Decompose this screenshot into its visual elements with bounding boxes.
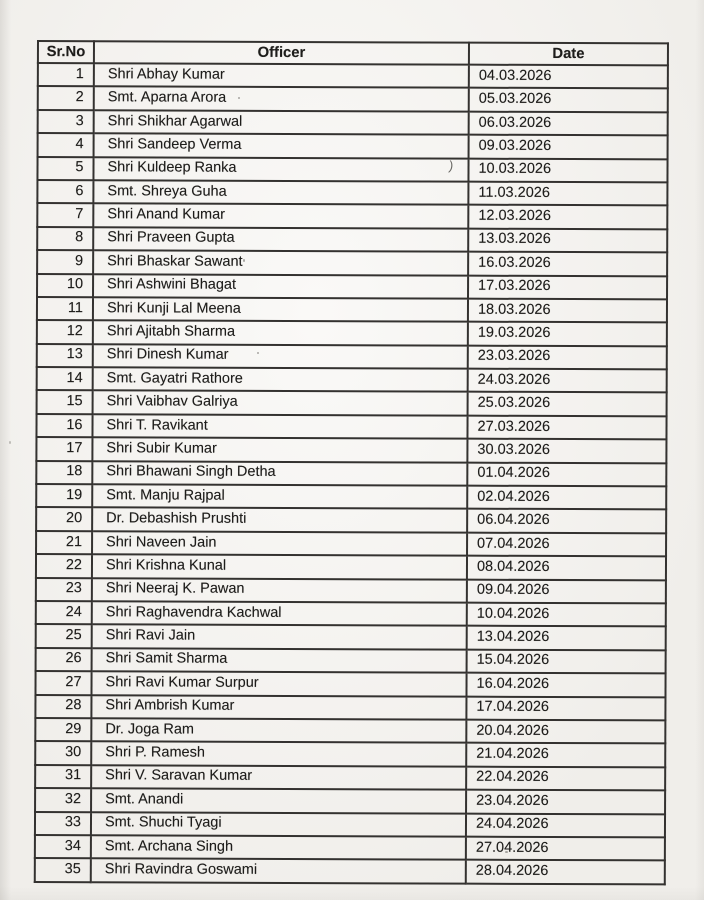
table-row [35,671,665,697]
officer-cell: Shri Vaibhav Galriya [93,391,468,416]
sr-no-cell: 10 [37,274,93,298]
officer-cell: Smt. Shuchi Tyagi [91,812,466,837]
date-cell: 20.04.2026 [466,720,665,744]
sr-no-cell: 9 [37,250,93,274]
officer-cell: Shri Ravindra Goswami [91,858,466,883]
officer-cell: Shri Ravi Kumar Surpur [91,671,466,696]
table-row [38,86,668,112]
date-cell: 01.04.2026 [467,462,666,486]
table-row [36,507,666,533]
sr-no-cell: 7 [37,203,93,227]
officer-cell: Shri Dinesh Kumar [93,344,468,369]
sr-no-cell: 30 [35,741,91,765]
date-cell: 25.03.2026 [468,392,667,416]
date-cell: 09.04.2026 [467,579,666,603]
sr-no-cell: 1 [38,63,94,87]
sr-no-cell: 8 [37,227,93,251]
date-cell: 30.03.2026 [467,439,666,463]
date-cell: 12.03.2026 [468,205,667,229]
date-cell: 23.03.2026 [468,345,667,369]
date-cell: 13.04.2026 [467,626,666,650]
date-cell: 06.03.2026 [469,111,668,135]
officer-cell: Shri Ajitabh Sharma [93,321,468,346]
sr-no-cell: 27 [35,671,91,695]
date-cell: 02.04.2026 [467,486,666,510]
table-wrap [34,40,669,885]
officer-cell: Smt. Shreya Guha [93,180,468,205]
officer-cell: Shri Kuldeep Ranka [93,157,468,182]
sr-no-cell: 29 [35,718,91,742]
table-row [37,180,667,206]
sr-no-cell: 35 [35,858,91,882]
sr-no-cell: 17 [36,437,92,461]
officer-cell: Shri Shikhar Agarwal [94,110,469,135]
table-row [35,788,665,814]
date-cell: 08.04.2026 [467,556,666,580]
column-header-srno: Sr.No [38,41,94,63]
date-cell: 23.04.2026 [466,790,665,814]
sr-no-cell: 23 [36,578,92,602]
table-row [37,227,667,253]
table-row [36,601,666,627]
officer-cell: Dr. Debashish Prushti [92,508,467,533]
table-row [35,765,665,791]
table-row [36,414,666,440]
scan-artifact-paren: ) [447,157,455,174]
table-row [37,203,667,229]
date-cell: 24.04.2026 [466,813,665,837]
date-cell: 28.04.2026 [466,860,665,884]
table-row [35,741,665,767]
sr-no-cell: 24 [36,601,92,625]
officer-cell: Shri Bhaskar Sawant [93,250,468,275]
table-row [37,297,667,323]
table-row [36,484,666,510]
table-row [38,63,668,89]
table-body [35,63,668,884]
table-row [36,461,666,487]
officer-cell: Smt. Aparna Arora [94,87,469,112]
date-cell: 05.03.2026 [469,88,668,112]
table-row [35,811,665,837]
officer-cell: Shri Anand Kumar [93,204,468,229]
header-row [38,41,668,65]
table-row [36,531,666,557]
date-cell: 17.03.2026 [468,275,667,299]
date-cell: 16.03.2026 [468,252,667,276]
sr-no-cell: 4 [38,133,94,157]
sr-no-cell: 22 [36,554,92,578]
sr-no-cell: 32 [35,788,91,812]
sr-no-cell: 33 [35,811,91,835]
table-row [36,437,666,463]
column-header-officer: Officer [94,41,469,64]
table-row [38,110,668,136]
table-row [35,835,665,861]
table-row [36,648,666,674]
officer-cell: Shri Praveen Gupta [93,227,468,252]
sr-no-cell: 16 [36,414,92,438]
sr-no-cell: 11 [37,297,93,321]
table-row [38,133,668,159]
sr-no-cell: 3 [38,110,94,134]
date-cell: 09.03.2026 [469,135,668,159]
sr-no-cell: 15 [37,390,93,414]
table-row [37,367,667,393]
sr-no-cell: 2 [38,86,94,110]
table-row [36,578,666,604]
date-cell: 10.04.2026 [467,603,666,627]
officer-schedule-table [34,40,669,885]
sr-no-cell: 18 [36,461,92,485]
officer-cell: Shri Ashwini Bhagat [93,274,468,299]
officer-cell: Smt. Anandi [91,788,466,813]
date-cell: 27.04.2026 [466,837,665,861]
sr-no-cell: 5 [37,157,93,181]
date-cell: 15.04.2026 [467,649,666,673]
table-row [37,157,667,183]
table-row [36,624,666,650]
table-row [37,390,667,416]
officer-cell: Shri T. Ravikant [92,414,467,439]
date-cell: 16.04.2026 [466,673,665,697]
officer-cell: Shri V. Saravan Kumar [91,765,466,790]
sr-no-cell: 34 [35,835,91,859]
officer-cell: Shri Neeraj K. Pawan [92,578,467,603]
sr-no-cell: 14 [37,367,93,391]
officer-cell: Dr. Joga Ram [91,718,466,743]
table-row [37,250,667,276]
officer-cell: Shri Raghavendra Kachwal [92,601,467,626]
date-cell: 07.04.2026 [467,532,666,556]
table-row [36,554,666,580]
table-row [35,718,665,744]
table-header [38,41,668,65]
officer-cell: Shri Ambrish Kumar [91,695,466,720]
date-cell: 11.03.2026 [468,182,667,206]
sr-no-cell: 20 [36,507,92,531]
sr-no-cell: 6 [37,180,93,204]
column-header-date: Date [469,43,668,66]
officer-cell: Shri Kunji Lal Meena [93,297,468,322]
officer-cell: Shri P. Ramesh [91,742,466,767]
sr-no-cell: 26 [36,648,92,672]
sr-no-cell: 28 [35,695,91,719]
date-cell: 27.03.2026 [467,416,666,440]
officer-cell: Shri Subir Kumar [92,437,467,462]
officer-cell: Shri Krishna Kunal [92,554,467,579]
table-row [37,344,667,370]
officer-cell: Smt. Archana Singh [91,835,466,860]
date-cell: 10.03.2026 [468,158,667,182]
officer-cell: Shri Naveen Jain [92,531,467,556]
date-cell: 21.04.2026 [466,743,665,767]
officer-cell: Shri Bhawani Singh Detha [92,461,467,486]
table-row [35,858,665,884]
date-cell: 13.03.2026 [468,228,667,252]
date-cell: 06.04.2026 [467,509,666,533]
date-cell: 18.03.2026 [468,299,667,323]
date-cell: 22.04.2026 [466,766,665,790]
date-cell: 19.03.2026 [468,322,667,346]
sr-no-cell: 19 [36,484,92,508]
table-row [37,320,667,346]
table-row [37,274,667,300]
sr-no-cell: 12 [37,320,93,344]
officer-cell: Shri Sandeep Verma [94,133,469,158]
officer-cell: Shri Abhay Kumar [94,63,469,88]
sr-no-cell: 31 [35,765,91,789]
officer-cell: Smt. Gayatri Rathore [93,367,468,392]
officer-cell: Smt. Manju Rajpal [92,484,467,509]
date-cell: 04.03.2026 [469,65,668,89]
officer-cell: Shri Samit Sharma [92,648,467,673]
sr-no-cell: 21 [36,531,92,555]
date-cell: 24.03.2026 [468,369,667,393]
date-cell: 17.04.2026 [466,696,665,720]
sr-no-cell: 25 [36,624,92,648]
scan-speck [9,441,11,444]
table-row [35,695,665,721]
sr-no-cell: 13 [37,344,93,368]
officer-cell: Shri Ravi Jain [92,625,467,650]
